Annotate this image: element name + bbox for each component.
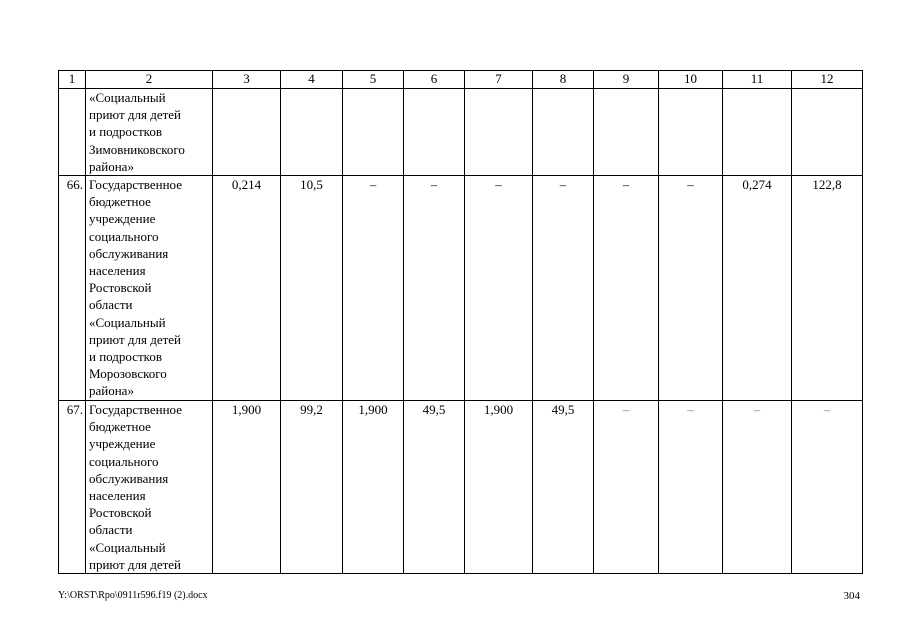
- institution-name-line: учреждение: [89, 211, 156, 227]
- value-cell-col-12: –: [792, 401, 863, 574]
- institution-name-line: «Социальный: [89, 314, 166, 330]
- institution-name-cell: [86, 176, 213, 401]
- value-cell-col-8: [533, 89, 594, 176]
- row-number: [59, 89, 86, 176]
- footer-file-path: Y:\ORST\Rpo\0911r596.f19 (2).docx: [58, 590, 208, 601]
- institution-name-line: «Социальный: [89, 90, 166, 105]
- value-cell-col-5: [343, 89, 404, 176]
- column-header-2: 2: [86, 71, 213, 89]
- value-cell-col-10: [659, 89, 723, 176]
- institution-name-line: социального: [89, 228, 159, 244]
- institution-name-line: Ростовской: [89, 280, 152, 296]
- column-header-5: 5: [343, 71, 404, 89]
- value-cell-col-7: –: [465, 176, 533, 401]
- value-cell-col-7: 1,900: [465, 401, 533, 574]
- institution-name-line: «Социальный: [89, 539, 166, 555]
- column-header-8: 8: [533, 71, 594, 89]
- institution-name-line: района»: [89, 383, 134, 399]
- institution-name-line: приют для детей: [89, 331, 182, 347]
- value-cell-col-3: 1,900: [213, 401, 281, 574]
- institution-name-line: и подростков: [89, 124, 162, 140]
- institution-name-line: Зимовниковского: [89, 141, 185, 157]
- value-cell-col-11: [723, 89, 792, 176]
- institution-name-line: Государственное: [89, 177, 182, 193]
- row-number: 66.: [59, 176, 86, 401]
- institution-name-line: Государственное: [89, 402, 182, 418]
- value-cell-col-5: –: [343, 176, 404, 401]
- value-cell-col-8: 49,5: [533, 401, 594, 574]
- column-header-9: 9: [594, 71, 659, 89]
- value-cell-col-3: 0,214: [213, 176, 281, 401]
- value-cell-col-4: 10,5: [281, 176, 343, 401]
- value-cell-col-11: 0,274: [723, 176, 792, 401]
- institution-name-line: области: [89, 297, 133, 313]
- data-table: [58, 70, 863, 574]
- value-cell-col-6: –: [404, 176, 465, 401]
- institution-name-line: обслуживания: [89, 470, 169, 486]
- value-cell-col-9: [594, 89, 659, 176]
- institution-name-line: населения: [89, 488, 146, 504]
- institution-name-cell: [86, 89, 213, 176]
- institution-name-line: бюджетное: [89, 194, 151, 210]
- column-header-12: 12: [792, 71, 863, 89]
- value-cell-col-6: 49,5: [404, 401, 465, 574]
- column-header-7: 7: [465, 71, 533, 89]
- row-number: 67.: [59, 401, 86, 574]
- institution-name-line: населения: [89, 263, 146, 279]
- value-cell-col-11: –: [723, 401, 792, 574]
- column-header-10: 10: [659, 71, 723, 89]
- value-cell-col-12: 122,8: [792, 176, 863, 401]
- column-header-11: 11: [723, 71, 792, 89]
- value-cell-col-5: 1,900: [343, 401, 404, 574]
- institution-name-line: учреждение: [89, 436, 156, 452]
- table-row: [59, 89, 863, 176]
- value-cell-col-10: –: [659, 176, 723, 401]
- institution-name-line: обслуживания: [89, 245, 169, 261]
- institution-name-line: социального: [89, 453, 159, 469]
- value-cell-col-8: –: [533, 176, 594, 401]
- table-row: [59, 176, 863, 401]
- institution-name-line: Ростовской: [89, 505, 152, 521]
- column-header-6: 6: [404, 71, 465, 89]
- value-cell-col-3: [213, 89, 281, 176]
- value-cell-col-4: [281, 89, 343, 176]
- value-cell-col-7: [465, 89, 533, 176]
- table-row: [59, 401, 863, 574]
- table-header-row: [59, 71, 863, 89]
- institution-name-line: приют для детей: [89, 107, 182, 123]
- value-cell-col-6: [404, 89, 465, 176]
- institution-name-line: и подростков: [89, 349, 162, 365]
- value-cell-col-9: –: [594, 176, 659, 401]
- column-header-1: 1: [59, 71, 86, 89]
- page-number: 304: [843, 590, 860, 602]
- value-cell-col-10: –: [659, 401, 723, 574]
- institution-name-cell: [86, 401, 213, 574]
- value-cell-col-12: [792, 89, 863, 176]
- value-cell-col-9: –: [594, 401, 659, 574]
- institution-name-line: Морозовского: [89, 366, 167, 382]
- institution-name-line: приют для детей: [89, 556, 182, 572]
- institution-name-line: района»: [89, 158, 134, 174]
- institution-name-line: бюджетное: [89, 419, 151, 435]
- institution-name-line: области: [89, 522, 133, 538]
- value-cell-col-4: 99,2: [281, 401, 343, 574]
- column-header-3: 3: [213, 71, 281, 89]
- column-header-4: 4: [281, 71, 343, 89]
